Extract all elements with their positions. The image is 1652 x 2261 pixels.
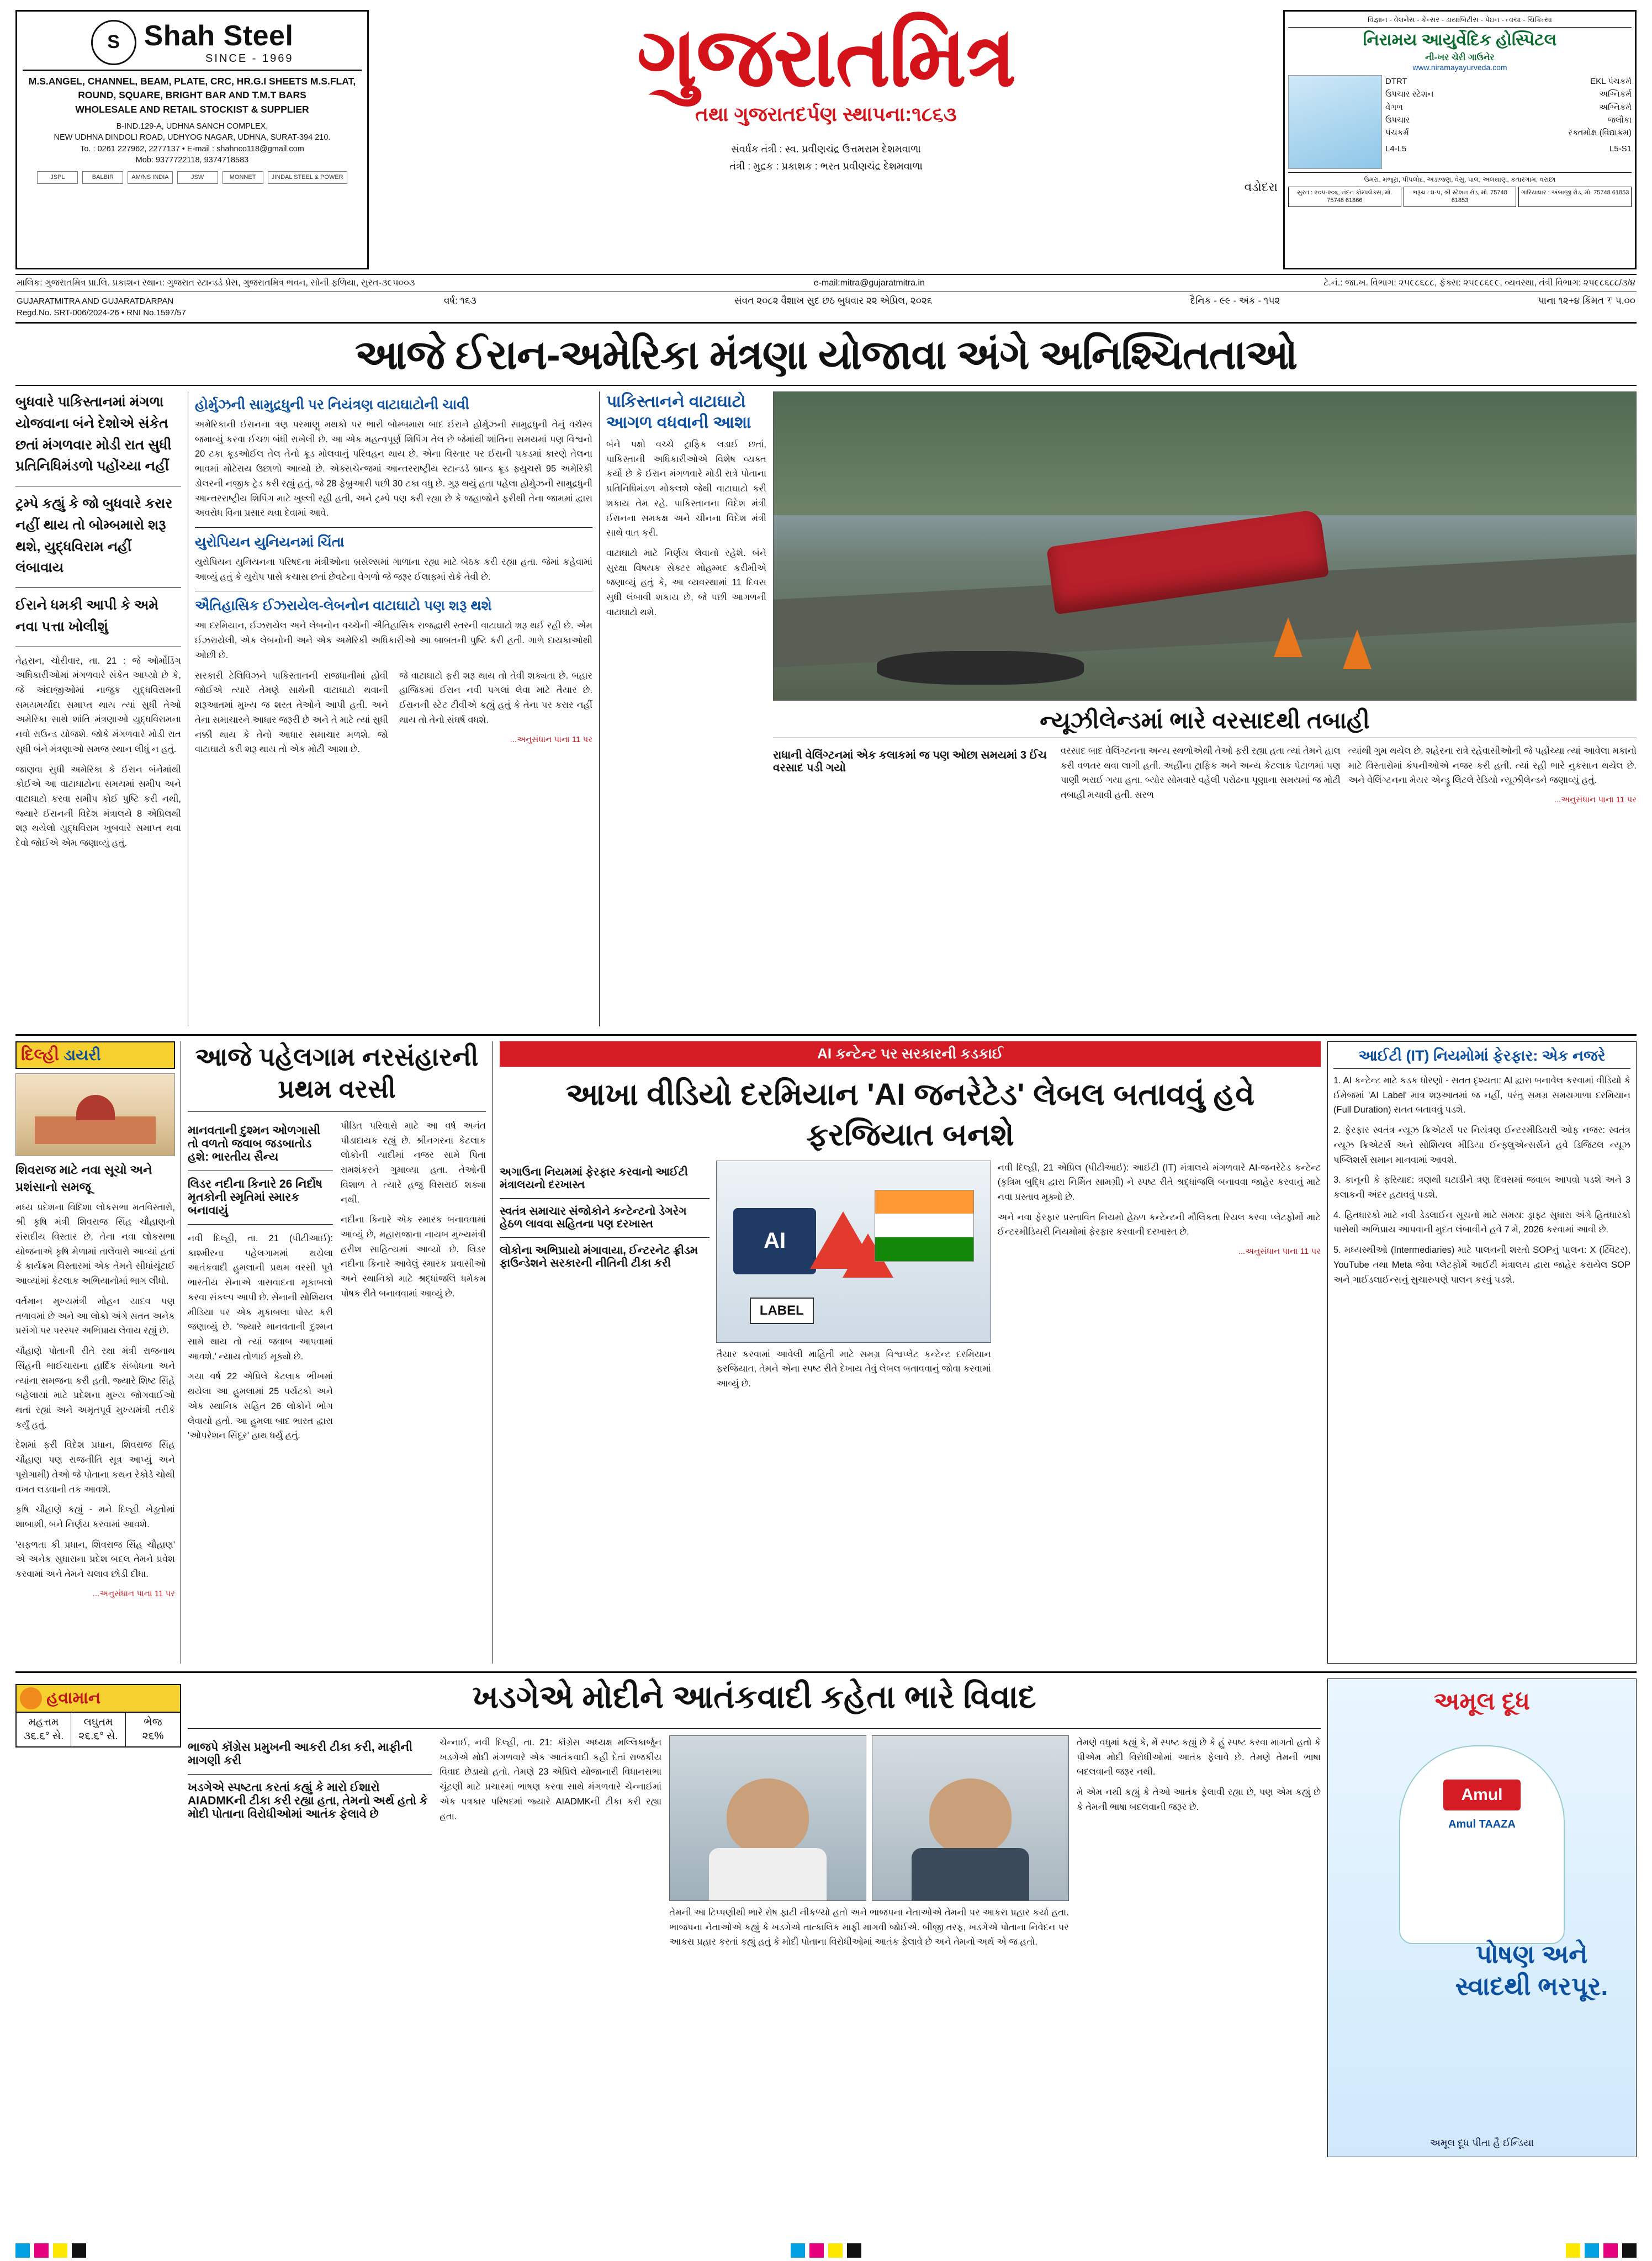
- regd-block: [17, 295, 186, 319]
- pahalgam-para-2: ગયા વર્ષ 22 એપ્રિલે કેટલાક ભીખમાં થયેલા આ હુમલામાં 25 પર્યટકો અને એક સ્થાનિક સહિત 26 લોકોને ભોગ લેવાયો હતો. આ હુમલા બાદ ભારત દ્વારા 'ઓપરેશન સિંદૂર' હાથ ધર્યું હતું.: [188, 1372, 333, 1441]
- shah-steel-products: [29, 75, 356, 117]
- israel-lebanon-subhead: ઐતિહાસિક ઈઝરાયેલ-લેબનોન વાટાઘાટો પણ શરૂ થશે: [195, 598, 492, 614]
- ad-footer: ઉમરા, મજૂરા, પીપલોદ, અડાજણ, વેસુ, પાલ, અલથાણ, કતારગામ, વરાછા: [1288, 172, 1632, 184]
- divider: [599, 391, 600, 1026]
- portrait-face: [727, 1778, 809, 1854]
- portrait-kharge: [669, 1735, 866, 1901]
- brand-chip-3: AM/NS INDIA: [128, 171, 172, 184]
- shah-steel-address: [54, 121, 331, 166]
- newzealand-story-column: [773, 391, 1637, 1026]
- pahalgam-para-1: નવી દિલ્હી, તા. 21 (પીટીઆઈ): કાશ્મીરના પહેલગામમાં થયેલા આતંકવાદી હુમલાની પ્રથમ વરસી પૂર્વ ભારતીય સેનાએ ત્રાસવાદના મૂકાબલો કરવા સંકલ્પ આપી છે. સેનાની સોશિયલ મીડિયા પર એક મુકાબલા પોસ્ટ કરી જણાવ્યું છે. 'જ્યારે માનવતાની દુશ્મન સામે થાય તો ત્યાં જવાબ આપવામાં આવશે.' ન્યાય તોળાઈ મૂક્યો છે.: [188, 1233, 333, 1362]
- address-line-4: Mob: 9377722118, 9374718583: [135, 156, 249, 165]
- service-left-4: ઉપચાર: [1385, 115, 1410, 125]
- ad-body: [1288, 75, 1632, 169]
- it-rule-1: 1. AI કન્ટેન્ટ માટે કડક ધોરણો - સતત દૃશ્યતા: AI દ્વારા બનાવેલ કરવામાં વીડિયો કે ઈમેજમાં 'AI Label' માત્ર શરૂઆતમાં જ નહીં, પરંતુ સમગ્ર સમયગાળા દરમિયાન (Full Duration) સતત બતાવવું પડશે.: [1333, 1076, 1630, 1115]
- delhi-subhead: શિવરાજ માટે નવા સૂચો અને પ્રશંસાનો સમજૂ: [15, 1163, 152, 1194]
- service-right-3: અગ્નિકર્મ: [1599, 102, 1632, 112]
- regd-title: GUJARATMITRA AND GUJARATDARPAN: [17, 296, 174, 306]
- editor-line-1: સંવર્ધક તંત્રી : સ્વ. પ્રવીણચંદ્ર ઉત્તમરામ દેશમવાળા: [731, 144, 921, 155]
- service-right-4: જલૌકા: [1607, 115, 1632, 125]
- price-pages: પાના ૧૨+૪ કિંમત ₹ ૫.૦૦: [1538, 295, 1635, 306]
- pahalgam-para-3: પીડિત પરિવારો માટે આ વર્ષ અનંત પીડાદાયક રહ્યું છે. શ્રીનગરના કેટલાક લોકોની યાદીમાં નજર સામે પિતા રામશંકરને ગુમાવ્યા હતા. તેઓની વિશાળ તે ત્યારે હજુ વિસરાઈ શક્યા નથી.: [341, 1121, 486, 1205]
- color-swatch-cyan: [791, 2243, 805, 2258]
- kharge-subheads: [188, 1735, 432, 1955]
- newzealand-headline: ન્યૂઝીલેન્ડમાં ભારે વરસાદથી તબાહી: [773, 701, 1637, 738]
- hospital-website[interactable]: www.niramayayurveda.com: [1412, 63, 1507, 72]
- kharge-col-3: [1077, 1735, 1321, 1955]
- ai-text-col: [998, 1161, 1321, 1397]
- weather-title: હવામાન: [46, 1689, 101, 1707]
- color-swatch-magenta: [34, 2243, 49, 2258]
- lead-bullet-1: બુધવારે પાકિસ્તાનમાં મંગળા યોજવાના બંને દેશોએ સંકેત છતાં મંગળવાર મોડી રાત સુધી પ્રતિનિધિમંડળો પહોંચ્યા નહીં: [15, 394, 172, 474]
- lead-para-1: તેહરાન, ચોરીવાર, તા. 21 : જે ઓર્મોડિંગ અધિકારીઓમાં મંગળવારે સંકેત આપ્યો છે કે, જે અંદાજીઓમાં નાજુક યુદ્ધવિરામની સમયમર્યાદા સમાપ્ત થાય ત્યાં સુધી તેઓ અમેરિકા સાથે શાંતિ મંત્રણાઓ યુદ્ધવિરામના નવો રાઉન્ડ યોજશે. જોકે મંગળવારે મોડી રાત સુધી બંને મંત્રણાઓ સમજ સ્થાન લીધું ન હતું.: [15, 655, 181, 754]
- divider: [500, 1198, 709, 1199]
- hospital-tagline: ની-ખર ચેરી ગાઉનેર: [1425, 53, 1495, 63]
- product-line-3: WHOLESALE AND RETAIL STOCKIST & SUPPLIER: [75, 103, 309, 115]
- service-row-3: [1385, 101, 1632, 114]
- address-line-1: B-IND.129-A, UDHNA SANCH COMPLEX,: [116, 122, 268, 131]
- hormuz-subhead: હોર્મુઝની સામુદ્રધુની પર નિયંત્રણ વાટાઘાટોની ચાવી: [195, 397, 469, 412]
- divider: [195, 527, 592, 528]
- service-row-5: [1385, 126, 1632, 139]
- delhi-para-2: વર્તમાન મુખ્યમંત્રી મોહન યાદવ પણ તળાવમાં છે અને આ લોકો અંગે સતત અનેક પ્રસંગો પર પરસ્પર અભિપ્રાય લેવાય રહ્યું છે.: [15, 1296, 175, 1336]
- hormuz-body: [195, 417, 592, 521]
- it-rules-list: [1333, 1073, 1630, 1287]
- pahalgam-para-4: નદીના કિનારે એક સ્મારક બનાવવામાં આવ્યું છે, મહારાજાના નાયબ મુખ્યમંત્રી હરીશ સાહિત્યમાં આવ્યો છે. લિડર નદીના કિનારે આવેલું સ્મારક પ્રવાસીઓ અને સ્થાનિકો માટે શ્રદ્ધાંજલિ ધર્મકમ પોષક રીતે બનાવવામાં આવ્યું છે.: [341, 1215, 486, 1299]
- edition-city: વડોદરા: [1244, 180, 1278, 194]
- pahalgam-body-1: [188, 1231, 333, 1443]
- pahalgam-subhead-2: લિડર નદીના કિનારે 26 નિર્દોષ મૃતકોની સ્મૃતિમાં સ્મારક બનાવાયું: [188, 1178, 323, 1217]
- color-swatch-yellow: [53, 2243, 67, 2258]
- ai-para-3: અને નવા ફેરફાર પ્રસ્તાવિત નિયમો હેઠળ કન્ટેન્ટની મૌલિકતા રિયલ કરવા પ્લેટફોર્મો માટે ઈન્ટરમીડિયરી નિયમોમાં ફેરફાર કરવાની દરખાસ્ત છે.: [997, 1212, 1321, 1237]
- branch-offices: [1288, 187, 1632, 207]
- cont-para-1: સરકારી ટેલિવિઝને પાકિસ્તાનની રાજધાનીમાં હોવી જોઈએ ત્યારે તેમણે સાથેની વાટાઘાટો થવાની શરૂઆતમાં મુખ્ય જ શરત તેઓને આપી હતી. અને તેના સમાચારને આધાર જરૂરી છે અને તે માટે ત્યાં સુધી નક્કી થાય કે તેનો આધાર સમાચાર મળશે. જો વાટાઘાટો કરી શરૂ થાય તો એક મોટી આશા છે.: [195, 670, 388, 755]
- divider: [23, 70, 362, 71]
- owner-line: માલિક: ગુજરાતમિત્ર પ્રા.લિ. પ્રકાશન સ્થાન: ગુજરાત સ્ટાન્ડર્ડ પ્રેસ, ગુજરાતમિત્ર ભવન, સોની ફળિયા, સુરત-૩૯૫૦૦૩: [17, 278, 415, 288]
- service-left-5: પંચકર્મ: [1385, 128, 1409, 138]
- kharge-para-3: તેમણે વધુમાં કહ્યું કે, મેં સ્પષ્ટ કહ્યું છે કે હું સ્પષ્ટ કરવા માગતો હતો કે પીએમ મોદી વિરોધીઓમાં આતંક ફેલાવે છે. તેમણે તેમની ભાષા બદલવાની જરૂર નથી.: [1076, 1738, 1321, 1777]
- label-tag: LABEL: [750, 1298, 814, 1324]
- office-1: સુરત : ૨૦૫-૨૦૬, નંદન કોમ્પલેક્સ, મો. 75748 61866: [1288, 187, 1401, 207]
- lead-para-2: જાણવા સુધી અમેરિકા કે ઈરાન બંનેમાંથી કોઈએ આ વાટાઘાટોના સમયમાં સમીપ અને વાટાઘાટો કરવા સમીપ કોઈ પુષ્ટિ કરી નથી, જ્યારે ઈરાનની વિદેશ મંત્રાલયે 8 એપ્રિલથી શરૂ થયેલો યુદ્ધવિરામ ખુબવારે સમાપ્ત થવા દેવો જોઈએ એમ જણાવ્યું હતું.: [15, 764, 181, 849]
- newspaper-subtitle: તથા ગુજરાતદર્પણ સ્થાપના:૧૮૬૩: [695, 103, 957, 125]
- kharge-para-2: તેમની આ ટિપ્પણીથી ભારે રોષ ફાટી નીકળ્યો હતો અને ભાજપના નેતાઓએ તેમની પર આકરા પ્રહાર કર્યા હતા. ભાજપના નેતાઓએ કહ્યું કે ખડગેએ તાત્કાલિક માફી માગવી જોઈએ. બીજી તરફ, ખડગેએ પોતાના નિવેદન પર આકરા પ્રહાર કરતાં કહ્યું હતું કે મોદી પોતાના વિરોધીઓમાં આતંક ફેલાવે છે અને તેમનો અર્થ એ જ હતો.: [669, 1908, 1069, 1947]
- amul-brand: અમૂલ દૂધ: [1434, 1688, 1530, 1715]
- shah-steel-since: SINCE - 1969: [205, 52, 294, 65]
- photo-traffic-cone-2: [1343, 629, 1372, 669]
- divider: [500, 1237, 709, 1238]
- weather-header: [17, 1685, 180, 1713]
- amul-logo: Amul: [1443, 1780, 1521, 1810]
- service-left-1: DTRT: [1385, 77, 1407, 87]
- it-rule-2: 2. ફેરફાર સ્વતંત્ર ન્યૂઝ ક્રિએટર્સ પર નિયંત્રણ ઈન્ટરમીડિયરી ઓફ નજર: સ્વતંત્ર ન્યૂઝ ક્રિએટર્સ અને સોશિયલ મીડિયા ઈન્ફ્લુએન્સર્સને હવે ડિજિટલ ન્યૂઝ પબ્લિશર્સ સમાન માનવામાં આવશે.: [1333, 1125, 1630, 1165]
- ai-headline: આખા વીડિયો દરમિયાન 'AI જનરેટેડ' લેબલ બતાવવું હવે ફરજિયાત બનશે: [565, 1077, 1255, 1152]
- amul-message: પોષણ અને સ્વાદથી ભરપૂર.: [1455, 1940, 1608, 2000]
- ai-subhead-col: [500, 1161, 709, 1397]
- it-rule-5: 5. મધ્યસ્થીઓ (Intermediaries) માટે પાલનની શરતો SOPનું પાલન: X (ટ્વિટર), YouTube તથા Meta જેવા પ્લેટફોર્મે આઈટી મંત્રાલય દ્વારા જાહેર કરાયેલ SOP અને ગાઈડલાઈન્સનું સુચારુપણે પાલન કરવું પડશે.: [1333, 1245, 1630, 1285]
- weather-min-label: લઘુતમ: [83, 1717, 113, 1728]
- color-swatch-cyan: [1585, 2243, 1599, 2258]
- brand-chip-6: JINDAL STEEL & POWER: [268, 171, 347, 184]
- masthead: [15, 10, 1637, 269]
- issue-number: દૈનિક - ૯૯ - અંક - ૧૫૨: [1190, 295, 1280, 306]
- delhi-para-1: મધ્ય પ્રદેશના વિદિશા લોકસભા મતવિસ્તારો, શ્રી કૃષિ મંત્રી શિવરાજ સિંહ ચૌહાણનો સંસદીય વિસ્તાર છે, તેના નવા લોકસભા યોજનાએ કૃષિ મેળામાં તાલેવારો આવ્યાં હતાં કે કાર્યક્રમ વિસ્તારમાં એક તેમને સીધાંચૂંટાઈ આવ્યાંમાં કેટલાક અભિયાનોમાં ભાગ લીધો.: [15, 1202, 175, 1286]
- nz-col-1: [773, 744, 1053, 812]
- brand-chip-5: MONNET: [223, 171, 263, 184]
- service-row-2: [1385, 88, 1632, 100]
- divider: [188, 1774, 432, 1775]
- second-story-block: [15, 1034, 1637, 1664]
- kharge-story-column: [188, 1678, 1321, 2157]
- israel-para-1: આ દરમિયાન, ઈઝરાયેલ અને લેબનોન વચ્ચેની ઐતિહાસિક રાજદ્વારી સ્તરની વાટાઘાટો શરૂ થઈ રહી છે. એમ ઈઝરાયેલી, એક લેબનોની અને એક અમેરિકી અધિકારીઓ આ બાબતની પુષ્ટિ કરી હતી. ગાળે દાયકાઓથી ઓછી છે.: [195, 621, 592, 660]
- delhi-para-3: ચૌહાણે પોતાની રીતે રક્ષા મંત્રી રાજનાથ સિંહની ભાઈચારાના હાર્દિક સંબોધના અને ત્યાંના સમજના કરી હતી. જ્યારે શિષ્ટ સિંહે બહેલાયાં માટે પ્રદેશના મુખ્ય જોગવાઈઓ થતાં રહ્યાં અને અમૃતપૂર્વ મુખ્યમંત્રી તરીકે કર્યું હતું.: [15, 1346, 175, 1430]
- delhi-badge-text-2: ડાયરી: [63, 1046, 101, 1063]
- shah-steel-mark: S: [91, 20, 136, 65]
- color-swatch-magenta: [809, 2243, 824, 2258]
- ai-subhead-2: સ્વતંત્ર સમાચાર સંજોકોને કન્ટેન્ટનો ડેગરેગ હેઠળ લાવવા સહિતના પણ દરખાસ્ત: [500, 1205, 687, 1230]
- service-row-1: [1385, 75, 1632, 88]
- kharge-subhead-1: ભાજપે કૉંગ્રેસ પ્રમુખની આકરી ટીકા કરી, માફીની માગણી કરી: [188, 1741, 413, 1767]
- weather-column: [15, 1678, 181, 2157]
- delhi-para-6: 'સફળતા કી પ્રધાન, શિવરાજ સિંહ ચૌહાણ' એ અનેક સુધારાના પ્રદેશ બદલ તેમને પ્રવેશ કરવામાં અને તેમને ચલાવ છોડી દીધા.: [15, 1539, 175, 1580]
- pahalgam-col-1: [188, 1119, 333, 1449]
- title-block: [374, 10, 1278, 269]
- address-line-3: To. : 0261 227962, 2277137 • E-mail : shahnco118@gmail.com: [80, 144, 304, 153]
- brand-chip-1: JSPL: [37, 171, 78, 184]
- pahalgam-column: [188, 1041, 486, 1664]
- eu-para-1: યુરોપિયન યુનિયનના પરિષદના મંત્રીઓના બ્રસેલ્સમાં ગાળાના રહ્યા માટે બેઠક કરી રહ્યા હતા. જેમાં કહેવામાં આવ્યું હતું કે યુરોપ પાસે કચાસ છતાં છેવટેના વેગળો જે જરૂર ઈલાફમાં રોકે તેવી છે.: [195, 557, 592, 582]
- eu-subhead: યુરોપિયન યુનિયનમાં ચિંતા: [195, 534, 345, 550]
- portrait-body: [912, 1848, 1029, 1900]
- it-rules-title: આઈટી (IT) નિયમોમાં ફેરફાર: એક નજરે: [1333, 1047, 1630, 1069]
- shah-steel-logo: [91, 19, 294, 65]
- lead-story-block: [15, 391, 1637, 1026]
- color-swatch-cyan: [15, 2243, 30, 2258]
- hormuz-continuation: [195, 669, 592, 758]
- partner-brands: [37, 171, 347, 184]
- ai-story-column: [500, 1041, 1321, 1664]
- third-story-block: [15, 1671, 1637, 2157]
- weather-max-label: મહત્તમ: [28, 1717, 59, 1728]
- delhi-body: [15, 1200, 175, 1601]
- color-bar-group-center: [791, 2243, 861, 2258]
- shah-steel-name: Shah Steel: [144, 20, 294, 52]
- edition-info-bar: [15, 292, 1637, 324]
- service-left-3: વેગળ: [1385, 102, 1403, 112]
- weather-values: [17, 1713, 180, 1746]
- weather-humidity-label: ભેજ: [144, 1717, 162, 1728]
- portrait-face: [929, 1778, 1012, 1854]
- editor-line-2: તંત્રી : મુદ્રક : પ્રકાશક : ભરત પ્રવીણચંદ્ર દેશમવાળા: [729, 160, 923, 172]
- it-rule-4: 4. હિતધારકો માટે નવી ડેડલાઈન સૂચનો માટે સમય: ડ્રાફ્ટ સુધારા અંગે હિતધારકો પાસેથી અભિપ્રાય આપવાની મુદત લંબાવીને હવે 7 મે, 2026 કરવામાં આવી છે.: [1333, 1210, 1630, 1235]
- continuation-note: ...અનુસંધાન પાના 11 પર: [510, 734, 592, 744]
- amul-footer: અમૂલ દૂધ પીતા હૈ ઈન્ડિયા: [1429, 2137, 1534, 2148]
- pahalgam-headline: આજે પહેલગામ નરસંહારની પ્રથમ વરસી: [195, 1042, 479, 1103]
- delhi-continuation-note: ...અનુસંધાન પાના 11 પર: [92, 1588, 175, 1598]
- ai-photo-col: [716, 1161, 991, 1397]
- weather-box: [15, 1684, 181, 1748]
- nz-col-3: [1348, 744, 1637, 812]
- publication-date: સંવત ૨૦૮૨ વૈશાખ સુદ છઠ બુધવાર ૨૨ એપ્રિલ, ૨૦૨૬: [734, 295, 933, 306]
- lead-headline: આજે ઈરાન-અમેરિકા મંત્રણા યોજાવા અંગે અનિશ્ચિતતાઓ: [15, 324, 1637, 386]
- illustration-base: [35, 1116, 155, 1144]
- ai-kicker: AI કન્ટેન્ટ પર સરકારની કડકાઈ: [500, 1041, 1321, 1067]
- color-swatch-yellow: [828, 2243, 843, 2258]
- newspaper-title: ગુજરાતમિત્ર: [637, 10, 1015, 103]
- editor-credits: [729, 141, 923, 174]
- pakistan-body: [606, 437, 766, 620]
- color-swatch-black: [847, 2243, 861, 2258]
- pakistan-story-column: [606, 391, 766, 1026]
- ai-chip-icon: AI: [733, 1208, 816, 1274]
- lead-summary-column: [15, 391, 181, 1026]
- nz-para-2: ત્યાંથી ગુમ થયેલ છે. શહેરના રાત્રે રહેવાસીઓની જે પહોંચ્યા ત્યાં આવેલા મકાનો માટે વિસ્તારોમાં કંપનીઓએ નજર કરી હતી. ત્યાં રહી ભારે નુકસાન થયેલ છે. અને વેલિંગ્ટનના મેયર એન્ડ્રૂ લિટલે રેડિયો ન્યૂઝીલેન્ડને જણાવ્યું હતું.: [1348, 746, 1637, 786]
- code-1: L4-L5: [1385, 144, 1407, 154]
- weather-max: [17, 1713, 71, 1746]
- code-2: L5-S1: [1609, 144, 1632, 154]
- eu-body: [195, 555, 592, 584]
- color-swatch-black: [1622, 2243, 1637, 2258]
- brand-chip-2: BALBIR: [82, 171, 123, 184]
- photo-traffic-cone-1: [1274, 617, 1302, 657]
- hormuz-para-1: અમેરિકાની ઈરાનના ત્રણ પરમાણુ મથકો પર ભારી બોમ્બમારા બાદ ઈરાને હોર્મુઝની સામુદ્રધુની તેનું વર્ચસ્વ જમાવ્યું કરવા ઈચ્છા બંધી રાખેલી છે. આ એક મહત્વપૂર્ણ શિપિંગ તેલ છે જેમાંથી શાંતિના સમયમાં પણ વિશ્વનો 20 ટકા ક્રૂડઓઈલ તેલ તેનો ક્રૂડ મોલવાનું પરિવહન થાય છે. એના વિસ્તાર પર ઈરાની પકડમાં કારણે તેલના ભાવમાં મોટેરાય ઉછાળો આવ્યો છે. એક્સચેન્જમાં આન્તરરાષ્ટ્રીય સ્ટાન્ડર્ડ બ્રાન્ડ ક્રૂડ ફ્યુચર્સ 95 અમેરિકી ડોલરની નજીક ટ્રેડ કરી રહ્યું હતું, જે 28 ફેબ્રુઆરી પછી 30 ટકા વધુ છે. ગુરૂ થયું હતા પહેલા હોર્મુઝની સામુદ્રધુની આન્તરરાષ્ટ્રીય શિપિંગ માટે ખુલ્લી રહી હતી, અને ટ્રમ્પે પણ કરી રહ્યા છે કે જહાજોને ફરીથી તેના જામમાં દ્વારા અવરોધ વિના પ્રસાર થવા દેવામાં આવે.: [195, 420, 592, 518]
- pakistan-para-1: બંને પક્ષો વચ્ચે ટ્રાફિક લડાઈ છતાં, પાકિસ્તાની અધિકારીઓએ વિશેષ વ્યક્ત કર્યો છે કે ઈરાન મંગળવારે મોડી રાત્રે પોતાના પ્રતિનિધિમંડળ મોકલશે જેથી વાટાઘાટો કરી શકાય તેમ રહે. પાકિસ્તાનના વિદેશ મંત્રી ઈરાનના સમકક્ષ અને ચીનના વિદેશ મંત્રી સાથે વાત કરી.: [606, 440, 766, 538]
- volume-year: વર્ષ: ૧૬૩: [444, 295, 476, 306]
- ai-illustration: [716, 1161, 991, 1343]
- publisher-info-bar: [15, 274, 1637, 292]
- ai-subhead-3: લોકોના અભિપ્રાયો મંગાવાયા, ઈન્ટરનેટ ફ્રીડમ ફાઉન્ડેશને સરકારની નીતિની ટીકા કરી: [500, 1244, 698, 1269]
- office-3: ગારિયાધાર : અંબાજી રોડ, મો. 75748 61853: [1518, 187, 1632, 207]
- weather-min-value: ૨૬.૬° સે.: [78, 1730, 118, 1742]
- service-right-5: રક્તમોક્ષ (વિદ્યાક્રમ): [1568, 128, 1632, 138]
- color-swatch-magenta: [1603, 2243, 1618, 2258]
- cont-para-2: જે વાટાઘાટો ફરી શરૂ થાય તો તેવી શક્યતા છે. બહાર હાજિકમાં ઈરાન નવી પગલાં લેવા માટે તૈયાર છે. ઈરાનની સ્ટેટ ટીવીએ કહ્યું હતું કે તેના પર કરાર નહીં થાય તો તેનો સંઘર્ષ વધશે.: [399, 670, 592, 725]
- spine-illustration: [1288, 75, 1382, 169]
- israel-lebanon-body: [195, 618, 592, 663]
- portrait-body: [709, 1848, 827, 1900]
- brand-chip-4: JSW: [177, 171, 218, 184]
- nz-continuation-note: ...અનુસંધાન પાના 11 પર: [1554, 795, 1637, 805]
- ad-title-row: [1288, 31, 1632, 50]
- service-left-2: ઉપચાર સ્ટેશન: [1385, 89, 1434, 99]
- nz-col-2: [1061, 744, 1341, 812]
- address-line-2: NEW UDHNA DINDOLI ROAD, UDHYOG NAGAR, UDHNA, SURAT-394 210.: [54, 133, 331, 142]
- niramay-hospital-ad[interactable]: [1283, 10, 1637, 269]
- nz-para-1: વરસાદ બાદ વેલિંગ્ટનના અન્ય સ્થળોએથી તેઓ ફરી રહ્યા હતા ત્યાં તેમને હાલ કરી વળતર થવા લાગી હતી. અહીંના ટ્રાફિક અને અન્ય કેટલાક પેટાળમાં પણ પાણી ભરાઈ ગયા હતા. બ્યોર સોમવારે વહેલી પરોઢના પૂણાના સમયમાં જ મોટી તબાહી મચાવી હતી. સરળ: [1060, 746, 1341, 801]
- lead-bullet-2: ટ્રમ્પે કહ્યું કે જો બુધવારે કરાર નહીં થાય તો બોમ્બમારો શરૂ થશે, યુદ્ધવિરામ નહીં લંબાવાય: [15, 496, 173, 576]
- hormuz-story-column: [195, 391, 592, 1026]
- pahalgam-col-2: [341, 1119, 486, 1449]
- delhi-badge-text-1: દિલ્હી: [21, 1046, 60, 1064]
- amul-milk-pack: [1399, 1745, 1565, 1944]
- kharge-para-4: મે એમ નથી કહ્યું કે તેઓ આતંક ફેલાવી રહ્યા છે, પણ એમ કહ્યું છે કે તેમની ભાષા બદલવાની જરૂર છે.: [1076, 1787, 1321, 1812]
- phone-line: ટે.નં.: જા.ખ. વિભાગ: ૨૫૯૮૬૮૮, ફેક્સ: ૨૫૯૮૬૯૯, વ્યવસ્થા, તંત્રી વિભાગ: ૨૫૯૮૬૮૮/૩/૪: [1323, 278, 1635, 288]
- product-line-2: ROUND, SQUARE, BRIGHT BAR AND T.M.T BARS: [78, 89, 306, 101]
- portrait-modi: [872, 1735, 1069, 1901]
- shah-steel-ad[interactable]: [15, 10, 369, 269]
- divider: [188, 1111, 486, 1112]
- weather-min: [71, 1713, 126, 1746]
- delhi-illustration: [15, 1073, 175, 1156]
- ai-para-1: તૈયાર કરવામાં આવેલી માહિતી માટે સમગ્ર વિશ્વપ્લેટ કન્ટેન્ટ દરમિયાન ફરજિયાત, તેમને એના સ્પષ્ટ રીતે દેખાય તેવું લેબલ બતાવવાનું જોવા કરવામાં આવ્યું છે.: [716, 1349, 991, 1389]
- email-line[interactable]: e-mail:mitra@gujaratmitra.in: [813, 278, 925, 288]
- kharge-headline: ખડગેએ મોદીને આતંકવાદી કહેતા ભારે વિવાદ: [472, 1679, 1036, 1715]
- divider: [188, 1728, 1321, 1729]
- service-right-1: EKL પંચકર્મ: [1590, 77, 1632, 87]
- kharge-col-2: [669, 1905, 1069, 1950]
- service-row-4: [1385, 114, 1632, 126]
- service-right-2: અગ્નિકર્મ: [1599, 89, 1632, 99]
- ai-subhead-1: અગાઉના નિયમમાં ફેરફાર કરવાનો આઈટી મંત્રાલયનો દરખાસ્ત: [500, 1166, 688, 1191]
- ai-content-row: [500, 1161, 1321, 1397]
- office-2: ભરૂચ : ઘ-૫, શ્રી સ્ટેશન રોડ, મો. 75748 61853: [1404, 187, 1517, 207]
- amul-pack-text: Amul TAAZA: [1448, 1818, 1516, 1830]
- photo-trees: [774, 392, 1636, 515]
- amul-ad[interactable]: [1327, 1678, 1637, 2157]
- ai-photo-caption: [716, 1347, 991, 1391]
- newzealand-body-columns: [773, 744, 1637, 812]
- lead-bullets: [15, 391, 181, 638]
- nz-subhead: રાધાની વેલિંગ્ટનમાં એક કલાકમાં જ પણ ઓછા સમયમાં 3 ઈંચ વરસાદ પડી ગયો: [773, 749, 1047, 774]
- it-rules-box: [1327, 1041, 1637, 1664]
- hospital-name: નિરામય આયુર્વેદિક હોસ્પિટલ: [1363, 31, 1557, 50]
- kharge-subhead-2: ખડગેએ સ્પષ્ટતા કરતાં કહ્યું કે મારો ઈશારો AIADMKની ટીકા કરી રહ્યા હતા, તેમનો અર્થ હતો કે મોદી પોતાના વિરોધીઓમાં આતંક ફેલાવે છે: [188, 1781, 428, 1820]
- regd-number: Regd.No. SRT-006/2024-26 • RNI No.1597/57: [17, 308, 186, 317]
- services-list: [1385, 75, 1632, 169]
- kharge-photos: [669, 1735, 1069, 1901]
- color-bar-group-left: [15, 2243, 86, 2258]
- color-bar-group-right: [1566, 2243, 1637, 2258]
- pahalgam-subhead-1: માનવતાની દુશ્મન ઓળગાસી તો વળતો જવાબ જડબાતોડ હશે: ભારતીય સૈન્ય: [188, 1124, 321, 1163]
- kharge-content: [188, 1735, 1321, 1955]
- crash-photo: [773, 391, 1637, 701]
- kharge-col-1: [440, 1735, 661, 1955]
- it-rule-3: 3. કાનૂની કે ફરિયાદ: ત્રણથી ઘટાડીને ત્રણ દિવસમાં જવાબ આપવો પડશે અને 3 કલાકની અંદર હટાવવું પડશે.: [1333, 1175, 1630, 1200]
- pahalgam-columns: [188, 1119, 486, 1449]
- illustration-dome: [76, 1095, 115, 1120]
- color-swatch-yellow: [1566, 2243, 1580, 2258]
- lead-bullet-3: ઈરાને ધમકી આપી કે અમે નવા પત્તા ખોલીશું: [15, 597, 159, 634]
- ai-continuation-note: ...અનુસંધાન પાના 11 પર: [1238, 1247, 1321, 1257]
- delhi-para-4: દેશમાં ફરી વિદેશ પ્રધાન, શિવરાજ સિંહ ચૌહાણ પણ રાજનીતિ સૂત્ર આપ્યું અને પૂરોગામી) તેઓ જે પોતાના કથન રેકોર્ડ ચોથી વખત લડવાની તક આવશે.: [15, 1440, 175, 1495]
- kharge-photo-col: [669, 1735, 1069, 1955]
- delhi-para-5: કૃષિ ચૌહાણે કહ્યું - મને દિલ્હી ખેડૂતોમાં શાબાશી, બને નિર્ણય કરવામાં આવશે.: [15, 1505, 175, 1529]
- weather-humidity: [126, 1713, 180, 1746]
- lead-dateline-text: [15, 654, 181, 851]
- divider: [188, 1224, 333, 1225]
- product-line-1: M.S.ANGEL, CHANNEL, BEAM, PLATE, CRC, HR.G.I SHEETS M.S.FLAT,: [28, 76, 356, 87]
- divider: [15, 587, 181, 588]
- delhi-diary-badge: [15, 1041, 175, 1069]
- weather-humidity-value: ૨૬%: [142, 1730, 164, 1742]
- color-swatch-black: [72, 2243, 86, 2258]
- kharge-para-1: ચેન્નાઈ, નવી દિલ્હી, તા. 21: કૉંગ્રેસ અધ્યક્ષ મલ્લિકાર્જુન ખડગેએ મોદી મંગળવારે એક આતંકવાદી કહી દેતાં રાજકીય વિવાદ છેડાયો હતો. તેમણે 23 એપ્રિલે યોજાનારી વિધાનસભા ચૂંટણી માટે પ્રચારમાં ભાષણ કરવા સાથે મંગળવારે ચેન્નાઈમાં એક પત્રકાર પરિષદમાં જ્યારે AIADMKની ટીકા કરી રહ્યા હતા.: [440, 1738, 662, 1821]
- photo-debris: [877, 651, 1084, 685]
- ai-para-2: નવી દિલ્હી, 21 એપ્રિલ (પીટીઆઈ): આઈટી (IT) મંત્રાલયે મંગળવારે AI-જનરેટેડ કન્ટેન્ટ (કૃત્રિમ બુદ્ધિ દ્વારા નિર્મિત સામગ્રી) ને સ્પષ્ટ રીતે શ્રદ્ધાંજલિ બનાવવા જાહેર કરવાનું માટે નવા પ્રસ્તાવ મૂક્યો છે.: [997, 1162, 1321, 1203]
- pakistan-headline: પાકિસ્તાનને વાટાઘાટો આગળ વધવાની આશા: [606, 393, 751, 432]
- pakistan-para-2: વાટાઘાટો માટે નિર્ણય લેવાનો રહેશે. બંને સુરક્ષા વિષયક સેક્ટર મોહમ્મદ કરીમીએ જણાવ્યું હતું કે, આ વ્યવસ્થામાં 11 દિવસ સુધી લંબાવી શકાય છે, જે પછી આગળની વાટાઘાટો થશે.: [606, 548, 766, 617]
- weather-max-value: ૩૬.૬° સે.: [23, 1730, 64, 1742]
- india-flag-icon: [875, 1190, 974, 1262]
- ad-top-line: વિજ્ઞાન - વેલનેસ - કેન્સર - ડાયાબિટીસ - પેઇન - ત્વચા - ચિકિત્સા: [1288, 15, 1632, 28]
- delhi-diary-column: [15, 1041, 181, 1664]
- sun-icon: [20, 1687, 42, 1709]
- registration-color-bars: [15, 2243, 1637, 2258]
